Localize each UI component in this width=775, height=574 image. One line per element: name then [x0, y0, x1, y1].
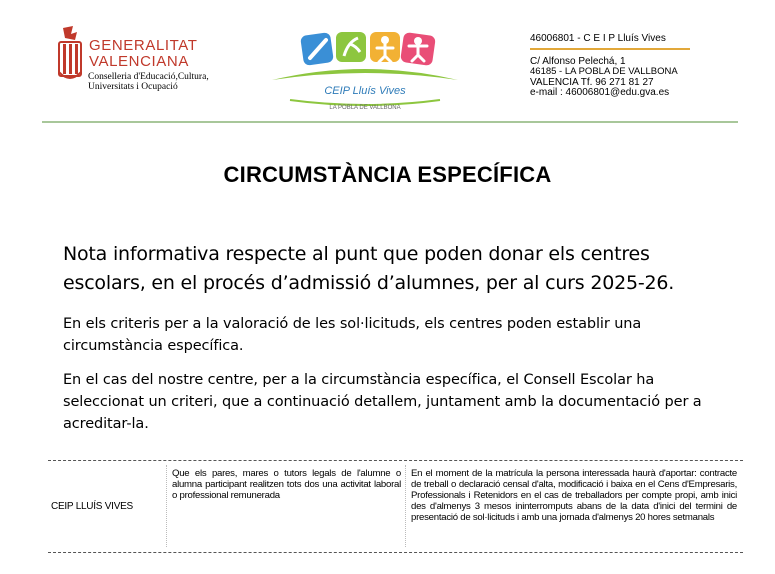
- table-bottom-border: [48, 552, 743, 553]
- school-logo-name: CEIP Lluís Vives: [324, 85, 406, 97]
- table-criterion-cell: Que els pares, mares o tutors legals de l'alumne o alumna participant realitzen tots dos una activitat laboral o professional remunerada: [172, 468, 401, 501]
- school-code: 46006801 - C E I P Lluís Vives: [530, 34, 690, 50]
- contact-block: [530, 34, 690, 99]
- org-sub-line1: Conselleria d'Educació,Cultura,: [88, 72, 209, 82]
- org-subtitle: [88, 72, 209, 92]
- paragraph-criteria: En els criteris per a la valoració de les sol·licituds, els centres poden establir una circumstància específica.: [63, 316, 642, 354]
- school-postal: 46185 - LA POBLA DE VALLBONA: [530, 66, 678, 77]
- table-top-border: [48, 460, 743, 461]
- school-city-phone: VALENCIA Tf. 96 271 81 27: [530, 76, 654, 88]
- org-name-line1: GENERALITAT: [89, 37, 198, 54]
- table-column-divider: [166, 465, 167, 547]
- lead-paragraph: Nota informativa respecte al punt que poden donar els centres escolars, en el procés d’admissió d’alumnes, per al curs 2025-26.: [63, 243, 675, 294]
- org-name-line2: VALENCIANA: [89, 53, 189, 70]
- table-documentation-cell: En el moment de la matrícula la persona interessada haurà d'aportar: contracte de treball o declaració censal d'alta, modificació i baixa en el Cens d'Empresaris, Professionals i Retenidors en el cas de treballadors per compte propi, amb inici des d'almenys 3 mesos ininterromputs abans de la data d'inici del termini de presentació de sol·licituds i amb una jornada d'almenys 20 hores setmanals: [411, 468, 737, 523]
- school-street: C/ Alfonso Pelechá, 1: [530, 55, 626, 67]
- school-logo: [270, 30, 460, 125]
- header-divider: [42, 121, 738, 123]
- page-title: CIRCUMSTÀNCIA ESPECÍFICA: [223, 162, 552, 187]
- paragraph-school-case: En el cas del nostre centre, per a la circumstància específica, el Consell Escolar ha seleccionat un criteri, que a continuació detallem, juntament amb la documentació per a acreditar-la.: [63, 372, 702, 432]
- table-school-cell: CEIP LLUÍS VIVES: [51, 501, 133, 512]
- generalitat-crest-icon: [55, 26, 85, 82]
- org-sub-line2: Universitats i Ocupació: [88, 82, 178, 92]
- criterion-table: [48, 457, 743, 555]
- school-email: e-mail : 46006801@edu.gva.es: [530, 87, 670, 98]
- table-column-divider: [405, 465, 406, 547]
- org-name: [89, 38, 198, 70]
- school-logo-place: LA POBLA DE VALLBONA: [329, 105, 401, 111]
